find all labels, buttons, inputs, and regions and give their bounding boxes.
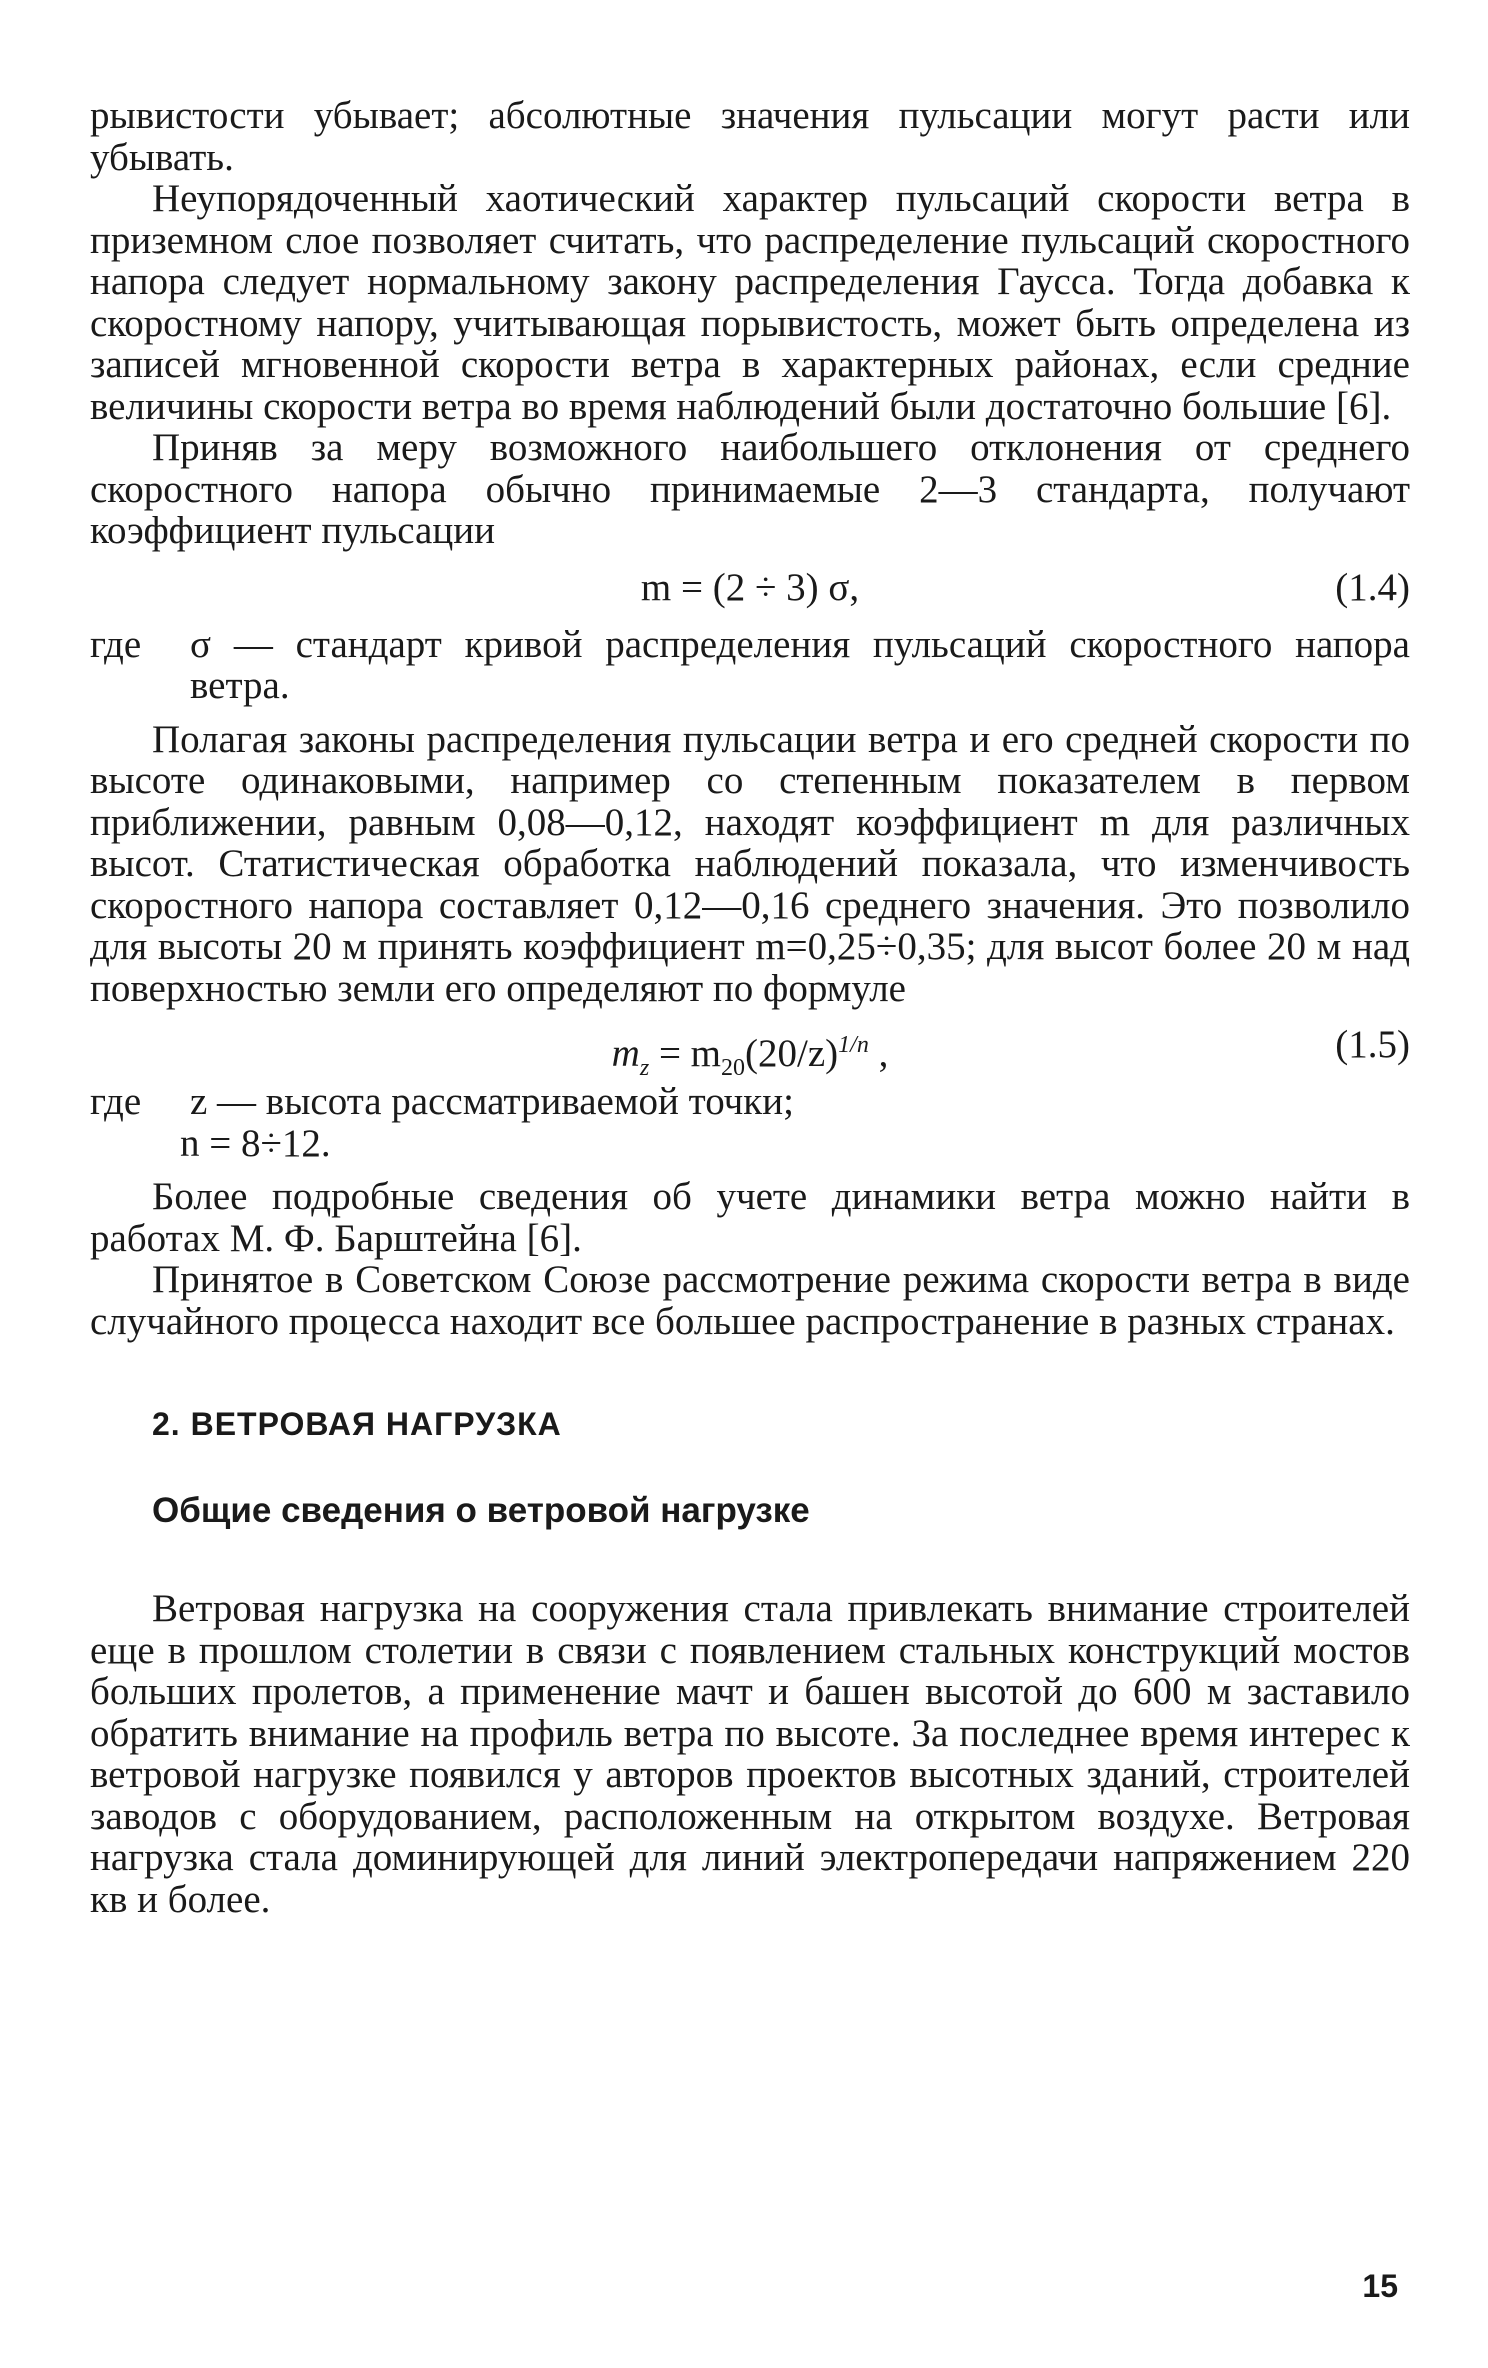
formula-1-4 [90,556,1410,620]
where-n-definition: n = 8÷12. [180,1121,331,1165]
paragraph-height-coefficient: Полагая законы распределения пульсации ветра и его средней скорости по высоте одинаковыми, например со степенным показателем в первом приближении, равным 0,08—0,12, находят коэффициент m для различных высот. Статистическая обработка наблюдений показала, что изменчивость скоростного напора составляет 0,12—0,16 среднего значения. Это позволило для высоты 20 м принять коэффициент m=0,25÷0,35; для высот более 20 м над поверхностью земли его определяют по формуле [90,717,1410,1010]
formula-1-5-number: (1.5) [1335,1023,1410,1066]
subsection-title: Общие сведения о ветровой нагрузке [152,1491,810,1530]
paragraph-continuation: рывистости убывает; абсолютные значения пульсации могут расти или убывать. [90,94,1410,179]
document-page [90,95,1410,1920]
where-keyword: где [90,622,142,666]
paragraph-gauss-distribution: Неупорядоченный хаотический характер пульсаций скорости ветра в приземном слое позволяет считать, что распределение пульсаций скоростного напора следует нормальному закону распределения Гаусса. Тогда добавка к скоростному напору, учитывающая порывистость, может быть определена из записей мгновенной скорости ветра в характерных районах, если средние величины скорости ветра во время наблюдений были достаточно большие [6]. [90,177,1410,428]
paragraph-wind-load-history: Ветровая нагрузка на сооружения стала привлекать внимание строителей еще в прошлом столетии в связи с появлением стальных конструкций мостов больших пролетов, а применение мачт и башен высотой до 600 м заставило обратить внимание на профиль ветра по высоте. За последнее время интерес к ветровой нагрузке появился у авторов проектов высотных зданий, строителей заводов с оборудованием, расположенным на открытом воздухе. Ветровая нагрузка стала доминирующей для линий электропередачи напряжением 220 кв и более. [90,1587,1410,1921]
where-z-definition: z — высота рассматриваемой точки; [190,1080,794,1123]
page-number: 15 [1362,2268,1398,2304]
formula-1-5 [90,1013,1410,1081]
section-title: 2. ВЕТРОВАЯ НАГРУЗКА [152,1406,562,1442]
paragraph-barshtein: Более подробные сведения об учете динамики ветра можно найти в работах М. Ф. Барштейна [6]. [90,1175,1410,1260]
where-sigma [90,624,1410,707]
formula-1-4-expression: m = (2 ÷ 3) σ, [640,565,860,609]
where-sigma-definition: σ — стандарт кривой распределения пульсаций скоростного напора ветра. [190,622,1410,707]
formula-1-5-expression: $m_z = m_{20}(20/z)^{1/n}$ , [611,1032,889,1081]
where-keyword: где [90,1080,142,1123]
paragraph-pulsation-coefficient: Приняв за меру возможного наибольшего отклонения от среднего скоростного напора обычно принимаемые 2—3 стандарта, получают коэффициент пульсации [90,426,1410,552]
formula-1-4-number: (1.4) [1335,565,1410,609]
paragraph-soviet-union: Принятое в Советском Союзе рассмотрение режима скорости ветра в виде случайного процесса находит все большее распространение в разных странах. [90,1258,1410,1343]
